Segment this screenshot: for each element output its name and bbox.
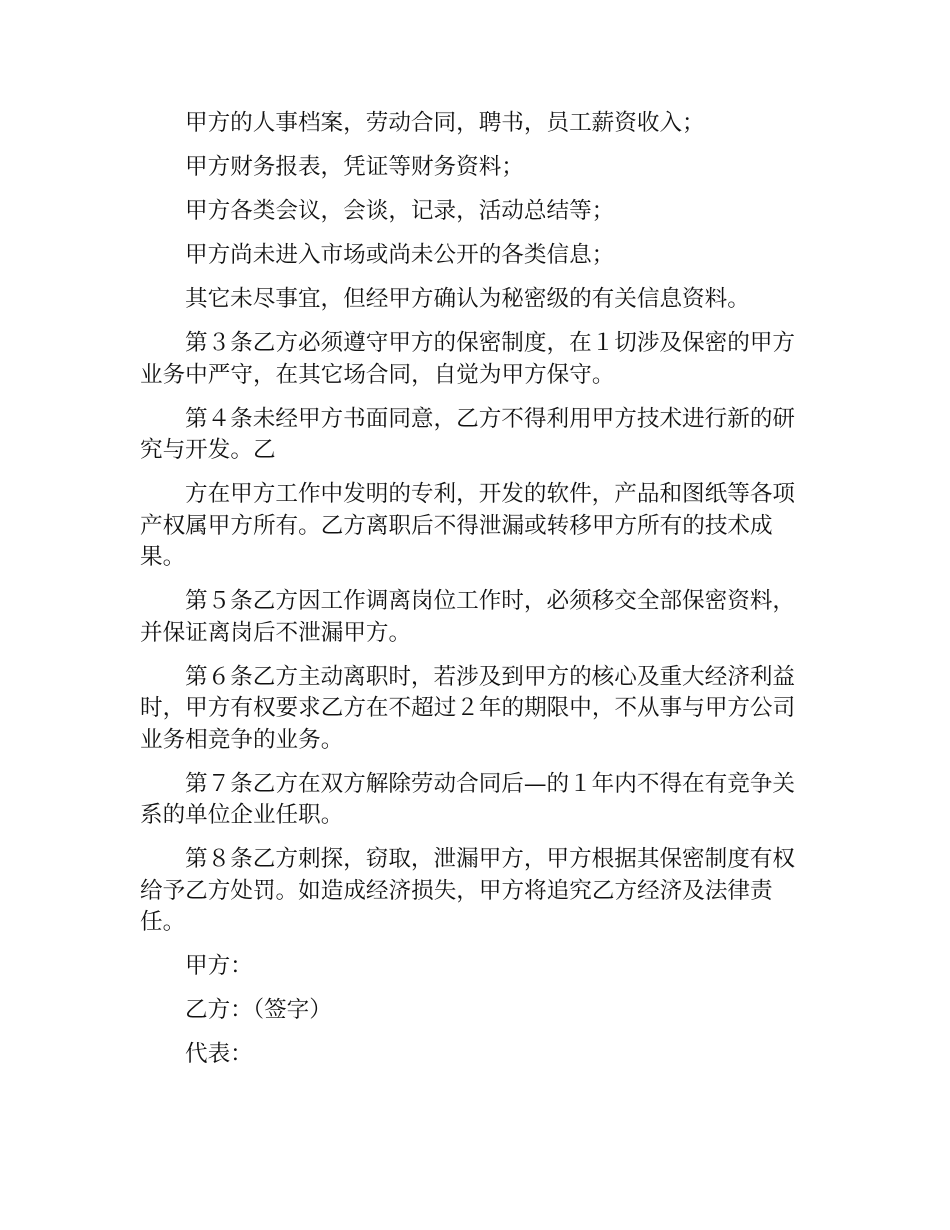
clause-7: 第７条乙方在双方解除劳动合同后—的１年内不得在有竞争关系的单位企业任职。 <box>140 770 796 828</box>
clause-3: 第３条乙方必须遵守甲方的保密制度，在１切涉及保密的甲方业务中严守，在其它场合同，自觉为甲方保守。 <box>140 330 796 388</box>
clause-4-continued: 方在甲方工作中发明的专利，开发的软件，产品和图纸等各项产权属甲方所有。乙方离职后不得泄漏或转移甲方所有的技术成果。 <box>140 481 796 570</box>
paragraph: 甲方财务报表，凭证等财务资料； <box>185 154 524 180</box>
party-b-signature-line: 乙方：（签字） <box>185 997 332 1023</box>
party-a-signature-line: 甲方： <box>185 953 253 979</box>
clause-5: 第５条乙方因工作调离岗位工作时，必须移交全部保密资料，并保证离岗后不泄漏甲方。 <box>140 588 796 646</box>
representative-line: 代表： <box>185 1041 253 1067</box>
paragraph: 甲方各类会议，会谈，记录，活动总结等； <box>185 198 615 224</box>
paragraph: 其它未尽事宜，但经甲方确认为秘密级的有关信息资料。 <box>185 286 750 312</box>
paragraph: 甲方的人事档案，劳动合同，聘书，员工薪资收入； <box>185 110 705 136</box>
document-body <box>140 108 812 1083</box>
clause-6: 第６条乙方主动离职时，若涉及到甲方的核心及重大经济利益时，甲方有权要求乙方在不超过２年的期限中，不从事与甲方公司业务相竞争的业务。 <box>140 663 796 753</box>
clause-8: 第８条乙方刺探，窃取，泄漏甲方，甲方根据其保密制度有权给予乙方处罚。如造成经济损失，甲方将追究乙方经济及法律责任。 <box>140 846 796 935</box>
paragraph: 甲方尚未进入市场或尚未公开的各类信息； <box>185 242 615 268</box>
clause-4: 第４条未经甲方书面同意，乙方不得利用甲方技术进行新的研究与开发。乙 <box>140 405 796 463</box>
